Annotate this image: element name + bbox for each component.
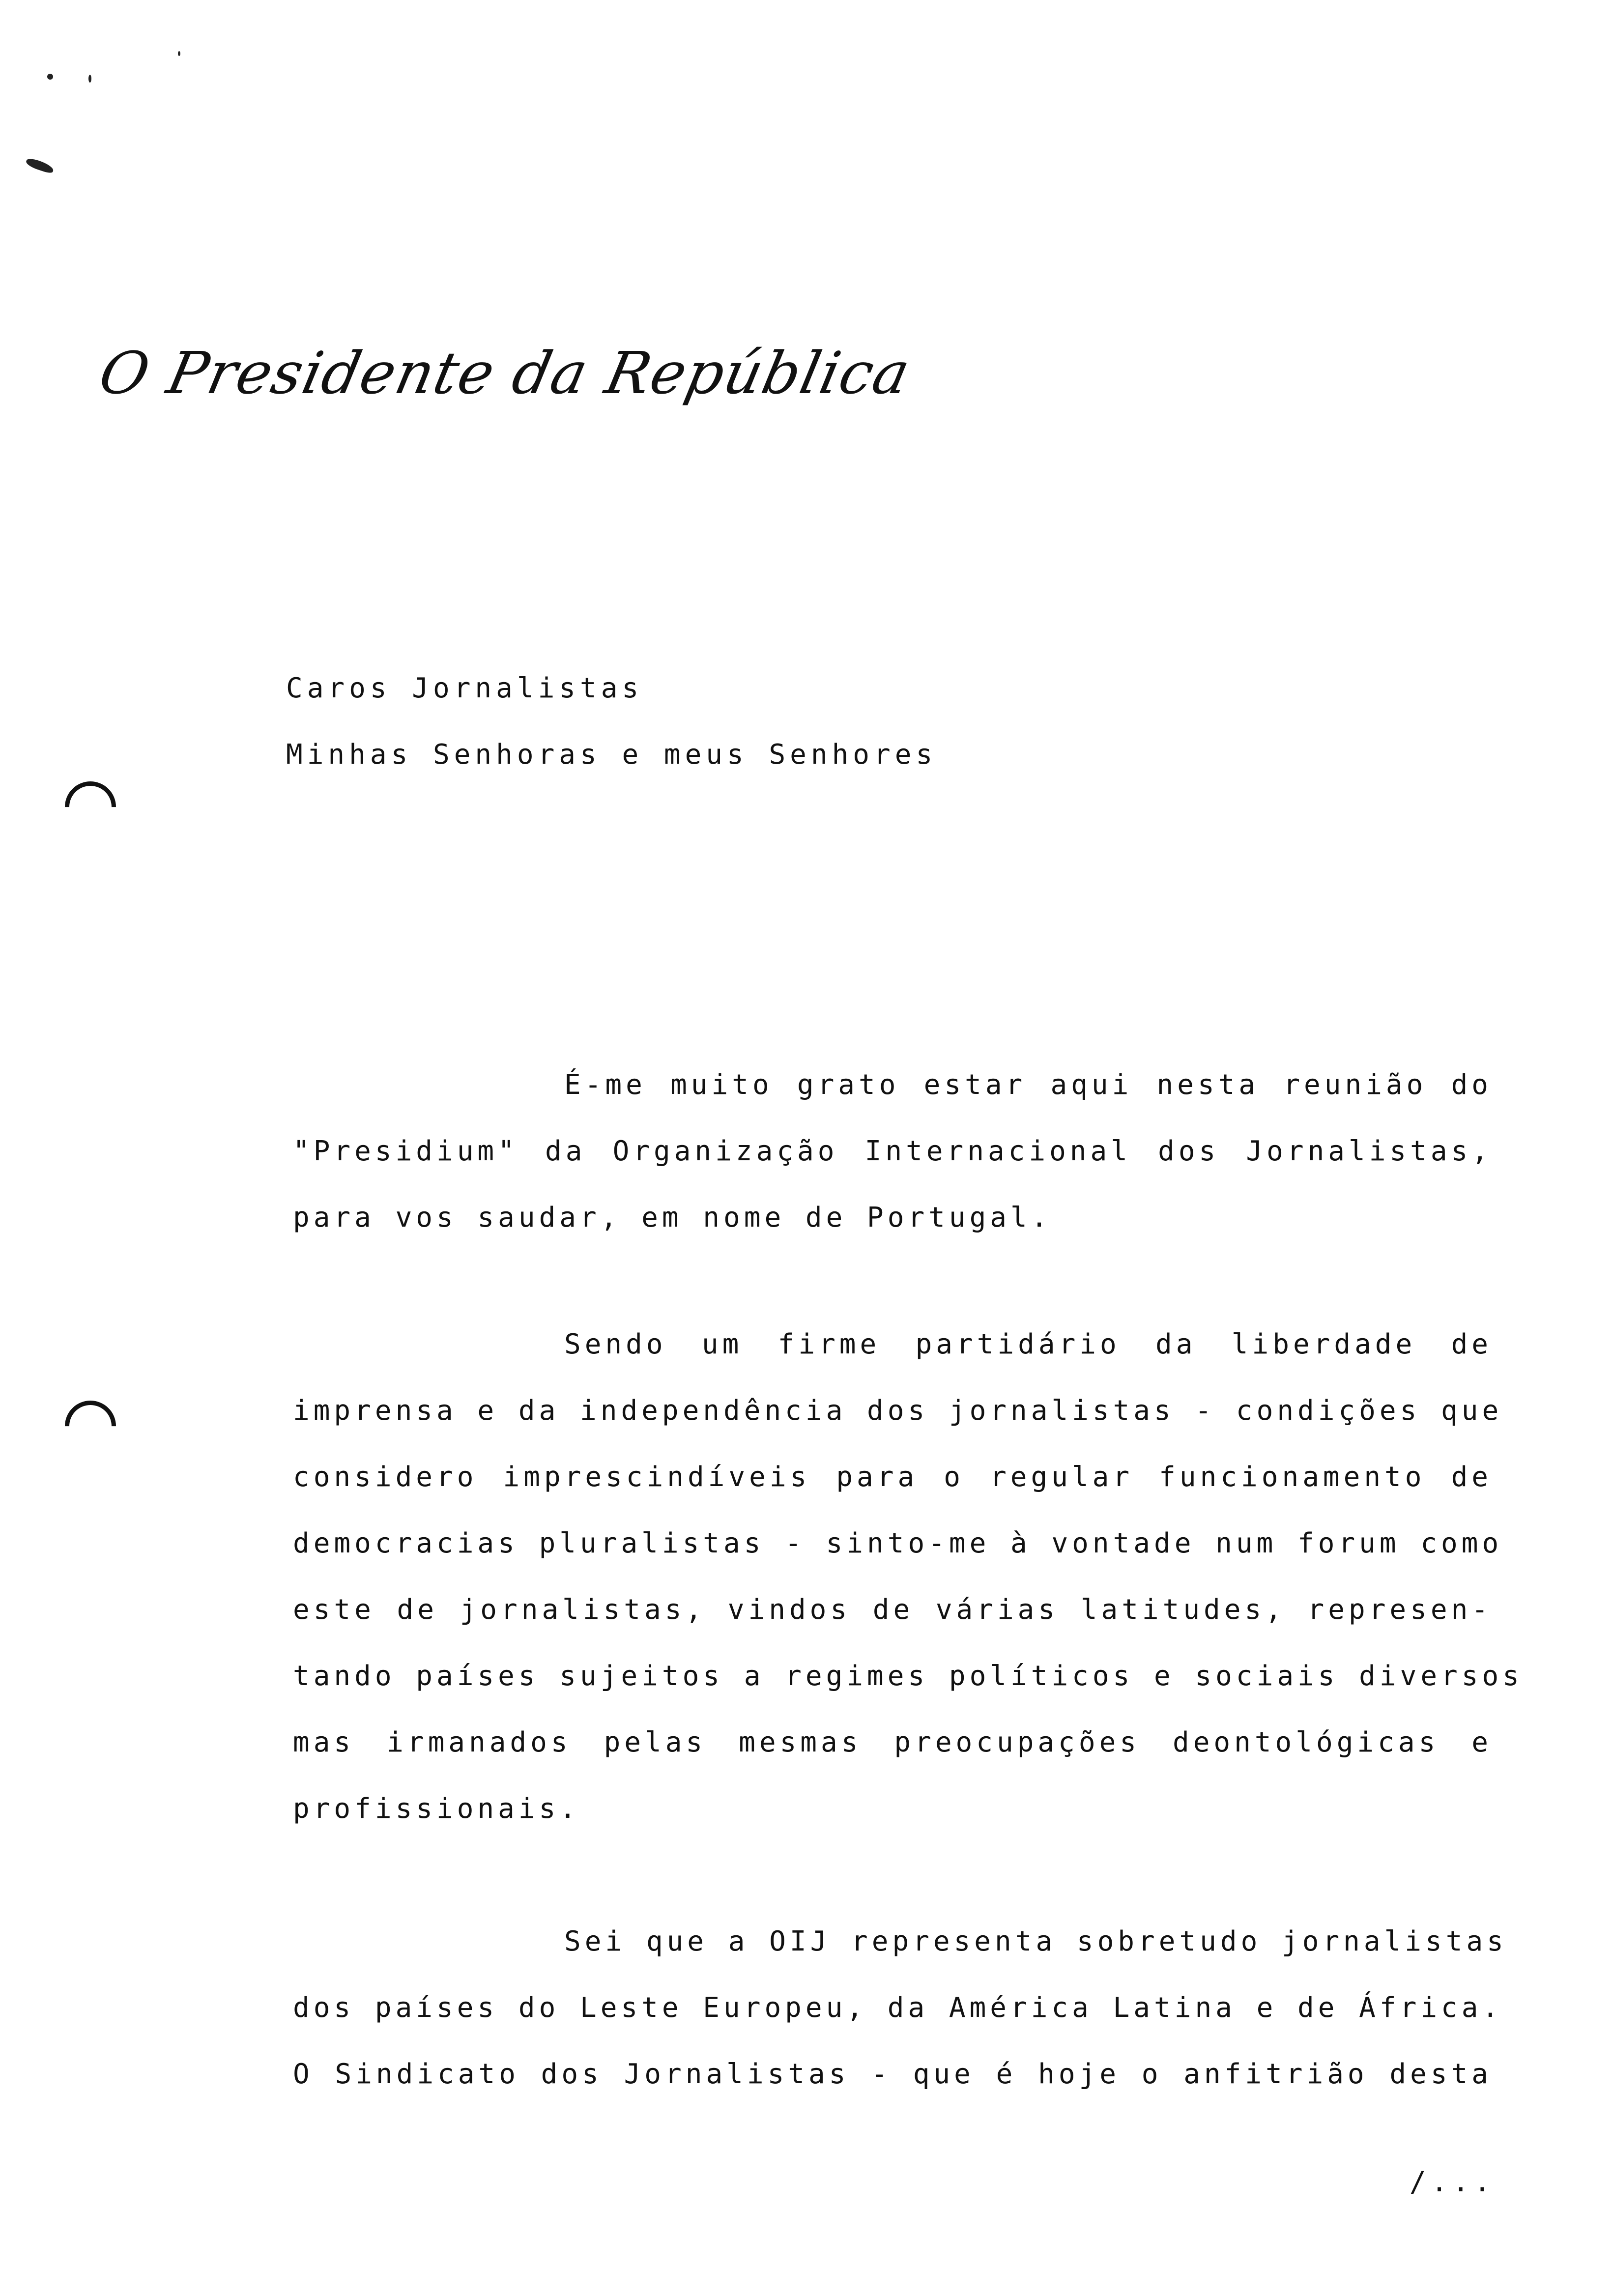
paragraph-2-line-1: Sendo um firme partidário da liberdade de: [564, 1328, 1492, 1360]
salutation-line-2: Minhas Senhoras e meus Senhores: [286, 739, 937, 771]
paragraph-2-line-5: este de jornalistas, vindos de várias latitudes, represen-: [293, 1594, 1492, 1626]
paragraph-2-line-7: mas irmanados pelas mesmas preocupações deontológicas e: [293, 1726, 1492, 1758]
paragraph-1-line-3: para vos saudar, em nome de Portugal.: [293, 1202, 1052, 1234]
scan-speck: [88, 75, 91, 83]
paragraph-1-line-1: É-me muito grato estar aqui nesta reunião do: [564, 1069, 1492, 1101]
scan-speck: [178, 51, 180, 56]
paragraph-2-line-6: tando países sujeitos a regimes políticos e sociais diversos: [293, 1660, 1523, 1692]
punch-hole-mark: [54, 771, 126, 843]
punch-hole-mark: [54, 1390, 126, 1462]
paragraph-2-line-2: imprensa e da independência dos jornalistas - condições que: [293, 1395, 1503, 1427]
salutation-line-1: Caros Jornalistas: [286, 672, 643, 704]
paragraph-3-line-1: Sei que a OIJ representa sobretudo jornalistas: [564, 1925, 1507, 1957]
continuation-mark: /...: [1410, 2166, 1496, 2198]
paragraph-2-line-4: democracias pluralistas - sinto-me à vontade num forum como: [293, 1527, 1503, 1559]
paragraph-3-line-2: dos países do Leste Europeu, da América Latina e de África.: [293, 1992, 1503, 2024]
paragraph-3-line-3: O Sindicato dos Jornalistas - que é hoje o anfitrião desta: [293, 2058, 1492, 2090]
paragraph-1-line-2: "Presidium" da Organização Internacional dos Jornalistas,: [293, 1135, 1492, 1167]
scan-speck: [25, 157, 55, 174]
paragraph-2-line-8: profissionais.: [293, 1793, 580, 1825]
scan-speck: [47, 74, 53, 80]
letterhead: O Presidente da República: [93, 339, 917, 407]
paragraph-2-line-3: considero imprescindíveis para o regular funcionamento de: [293, 1461, 1492, 1493]
